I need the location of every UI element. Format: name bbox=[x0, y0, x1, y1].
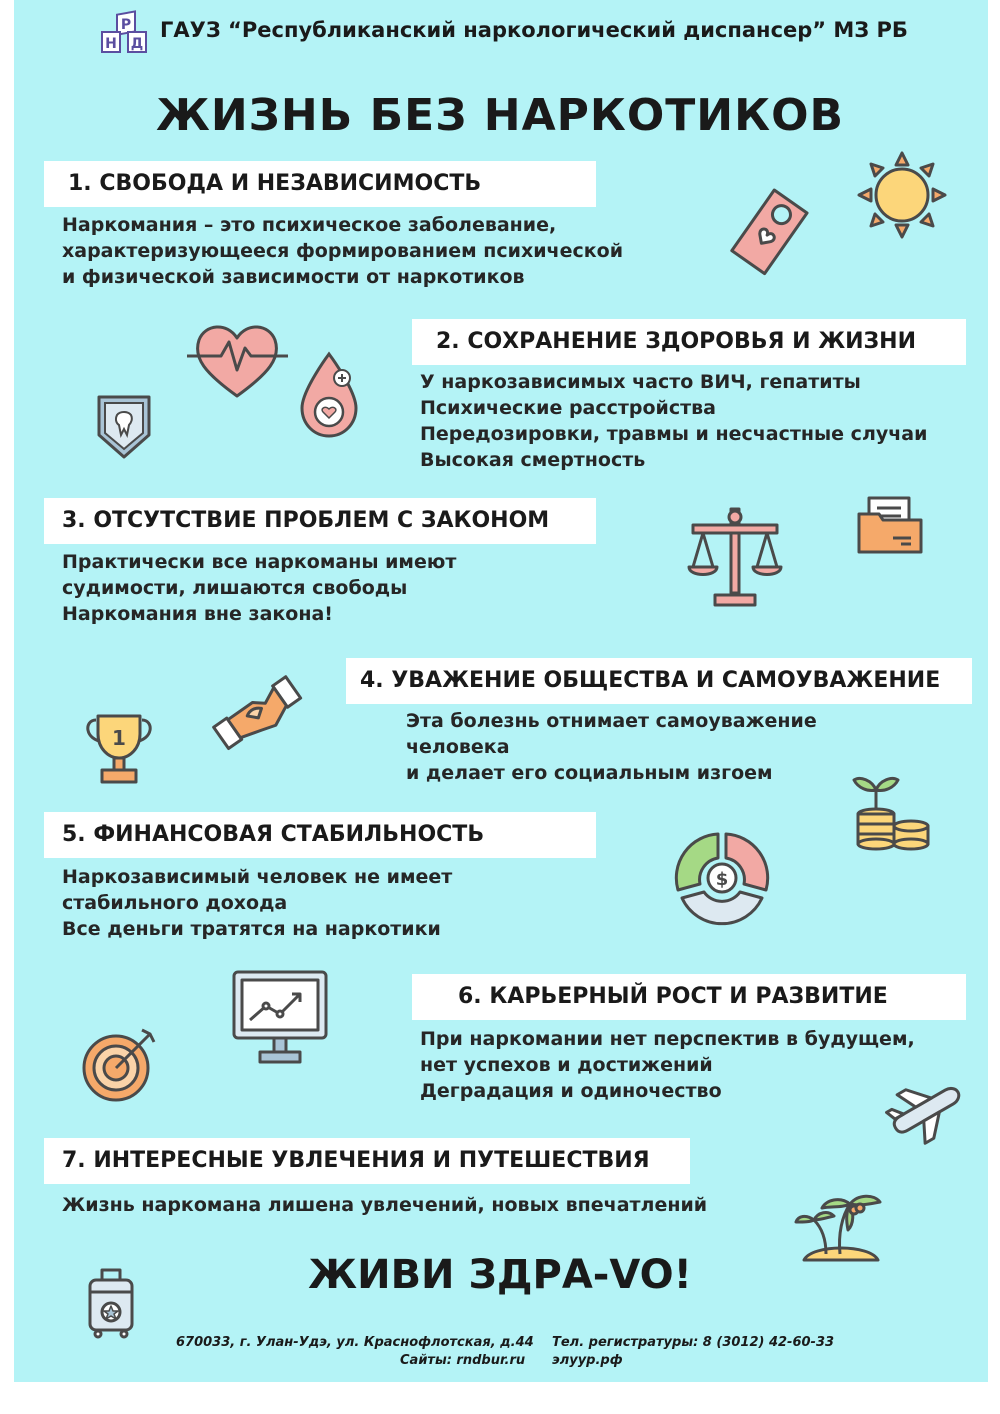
door-hanger-icon bbox=[720, 185, 820, 277]
section-7-heading-text: 7. ИНТЕРЕСНЫЕ УВЛЕЧЕНИЯ И ПУТЕШЕСТВИЯ bbox=[62, 1148, 650, 1173]
section-7-heading bbox=[44, 1138, 690, 1184]
footer-sites: Сайты: rndbur.ru bbox=[400, 1353, 526, 1368]
poster-title: ЖИЗНЬ БЕЗ НАРКОТИКОВ bbox=[155, 90, 845, 141]
section-5-line-2: стабильного дохода bbox=[62, 892, 288, 914]
section-6-heading-text: 6. КАРЬЕРНЫЙ РОСТ И РАЗВИТИЕ bbox=[458, 984, 888, 1009]
section-4-line-3: и делает его социальным изгоем bbox=[406, 762, 773, 784]
logo-letter-n: Н bbox=[105, 36, 117, 52]
handshake-icon bbox=[210, 666, 302, 756]
section-7-text bbox=[62, 1192, 707, 1218]
heart-pulse-icon bbox=[185, 318, 290, 400]
justice-scales-icon bbox=[685, 503, 785, 611]
rnd-logo bbox=[98, 10, 154, 60]
slogan: ЖИВИ ЗДРА-VO! bbox=[308, 1252, 692, 1298]
organization-name: ГАУЗ “Республиканский наркологический диспансер” МЗ РБ bbox=[160, 18, 908, 42]
section-6-line-1: При наркомании нет перспектив в будущем, bbox=[420, 1028, 915, 1050]
section-7-line-1: Жизнь наркомана лишена увлечений, новых впечатлений bbox=[62, 1194, 708, 1216]
section-2-line-4: Высокая смертность bbox=[420, 449, 646, 471]
suitcase-icon bbox=[86, 1266, 136, 1338]
section-2-text bbox=[420, 369, 927, 473]
section-6-line-3: Деградация и одиночество bbox=[420, 1080, 722, 1102]
section-2-heading bbox=[412, 319, 966, 365]
section-4-heading bbox=[346, 658, 972, 704]
section-5-line-3: Все деньги тратятся на наркотики bbox=[62, 918, 441, 940]
footer-contacts-block bbox=[552, 1334, 834, 1370]
section-5-text bbox=[62, 864, 452, 942]
section-4-heading-text: 4. УВАЖЕНИЕ ОБЩЕСТВА И САМОУВАЖЕНИЕ bbox=[360, 668, 941, 693]
section-4-line-1: Эта болезнь отнимает самоуважение bbox=[406, 710, 817, 732]
footer-site2: элуур.рф bbox=[552, 1353, 623, 1368]
section-3-line-3: Наркомания вне закона! bbox=[62, 603, 333, 625]
section-2-line-1: У наркозависимых часто ВИЧ, гепатиты bbox=[420, 371, 861, 393]
logo-letter-d: Д bbox=[130, 36, 144, 52]
section-1-line-2: характеризующееся формированием психической bbox=[62, 240, 624, 262]
footer-phone: Тел. регистратуры: 8 (3012) 42-60-33 bbox=[552, 1335, 835, 1350]
footer-address-block bbox=[176, 1334, 534, 1370]
blood-drop-icon bbox=[298, 350, 360, 440]
section-5-line-1: Наркозависимый человек не имеет bbox=[62, 866, 453, 888]
coin-symbol: $ bbox=[715, 869, 729, 890]
section-1-heading-text: 1. СВОБОДА И НЕЗАВИСИМОСТЬ bbox=[68, 171, 482, 196]
trophy-icon bbox=[82, 712, 156, 790]
tooth-shield-icon bbox=[95, 393, 153, 461]
pie-chart-coin-icon bbox=[674, 830, 770, 926]
section-1-line-3: и физической зависимости от наркотиков bbox=[62, 266, 525, 288]
monitor-growth-chart-icon bbox=[230, 968, 330, 1068]
section-3-text bbox=[62, 549, 456, 627]
section-3-line-2: судимости, лишаются свободы bbox=[62, 577, 408, 599]
target-arrow-icon bbox=[80, 1024, 160, 1104]
money-plant-coins-icon bbox=[850, 768, 932, 852]
section-2-line-3: Передозировки, травмы и несчастные случаи bbox=[420, 423, 928, 445]
section-1-heading bbox=[44, 161, 596, 207]
sun-icon bbox=[855, 150, 950, 240]
palm-island-icon bbox=[796, 1184, 886, 1270]
section-2-line-2: Психические расстройства bbox=[420, 397, 716, 419]
airplane-icon bbox=[885, 1074, 965, 1148]
logo-letter-r: Р bbox=[120, 17, 132, 33]
section-1-line-1: Наркомания – это психическое заболевание, bbox=[62, 214, 557, 236]
folder-documents-icon bbox=[855, 494, 925, 556]
section-6-line-2: нет успехов и достижений bbox=[420, 1054, 713, 1076]
section-5-heading bbox=[44, 812, 596, 858]
section-3-heading-text: 3. ОТСУТСТВИЕ ПРОБЛЕМ С ЗАКОНОМ bbox=[62, 508, 550, 533]
section-2-heading-text: 2. СОХРАНЕНИЕ ЗДОРОВЬЯ И ЖИЗНИ bbox=[436, 329, 916, 354]
section-5-heading-text: 5. ФИНАНСОВАЯ СТАБИЛЬНОСТЬ bbox=[62, 822, 485, 847]
section-3-heading bbox=[44, 498, 596, 544]
section-4-line-2: человека bbox=[406, 736, 510, 758]
section-6-text bbox=[420, 1026, 915, 1104]
section-6-heading bbox=[412, 974, 966, 1020]
section-1-text bbox=[62, 212, 623, 290]
trophy-number: 1 bbox=[112, 726, 126, 750]
footer-address: 670033, г. Улан-Удэ, ул. Краснофлотская, д.44 bbox=[176, 1335, 534, 1350]
section-3-line-1: Практически все наркоманы имеют bbox=[62, 551, 457, 573]
section-4-text bbox=[406, 708, 817, 786]
